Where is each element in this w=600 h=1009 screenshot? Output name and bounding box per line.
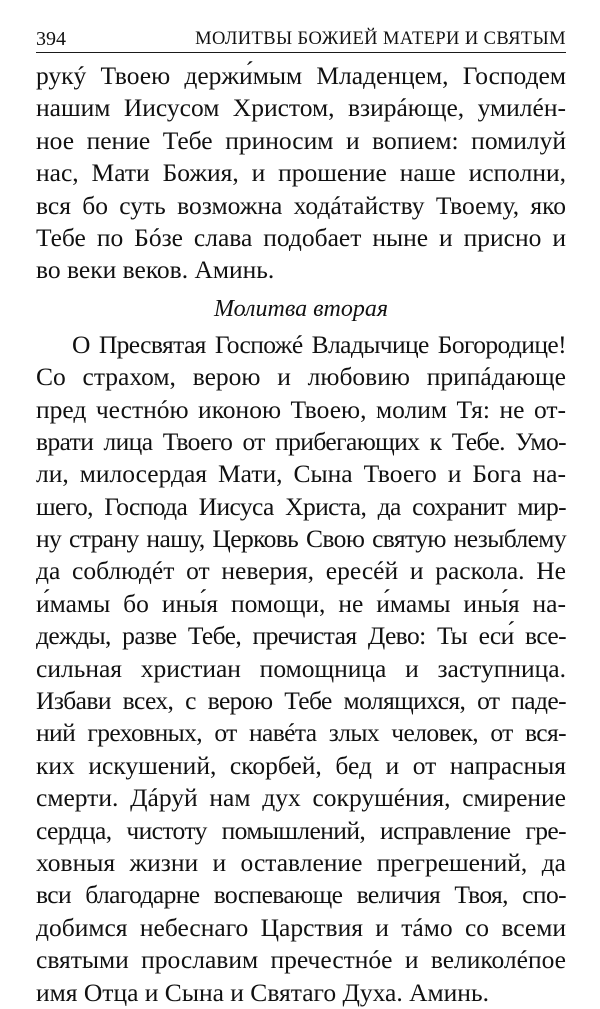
prayer-second-paragraph	[36, 329, 566, 1009]
text-line: сердца, чистоту помышлений, исправление гре-	[36, 815, 566, 845]
text-line: ких искушений, скорбей, бед и от напрасныя	[36, 750, 566, 780]
text-line: дежды, разве Тебе, пречистая Дево: Ты еси́ все-	[36, 621, 566, 651]
section-heading: Молитва вторая	[213, 295, 388, 322]
text-line: ное пение Тебе приносим и вопием: помилуй	[36, 125, 566, 155]
page-number: 394	[36, 28, 66, 50]
text-line: О Пресвятая Госпожé Владычице Богородице!	[72, 329, 566, 359]
text-line: Избави всех, с верою Тебе молящихся, от паде-	[36, 686, 566, 716]
text-line: сильная христиан помощница и заступница.	[36, 653, 566, 683]
text-line: рукý Твоею держи́мым Младенцем, Господем	[36, 61, 566, 90]
text-line: нашим Иисусом Христом, взирáюще, умилéн-	[36, 93, 566, 123]
text-line: имя Отца и Сына и Святаго Духа. Аминь.	[36, 977, 489, 1007]
text-line: ли, милосердая Мати, Сына Твоего и Бога на-	[36, 459, 566, 489]
text-line: Со страхом, верою и любовию припáдающе	[36, 362, 566, 392]
running-title: МОЛИТВЫ БОЖИЕЙ МАТЕРИ И СВЯТЫМ	[195, 29, 566, 49]
page-body	[36, 60, 566, 1009]
page-header	[36, 22, 566, 53]
text-line: вся бо суть возможна ходáтайству Твоему, яко	[36, 190, 566, 220]
text-line: во веки веков. Аминь.	[36, 255, 275, 285]
text-line: нас, Мати Божия, и прошение наше исполни,	[36, 158, 566, 188]
text-line: смерти. Дáруй нам дух сокрушéния, смирение	[36, 783, 566, 813]
text-line: ховныя жизни и оставление прегрешений, да	[36, 847, 566, 877]
text-line: вси благодарне воспевающе величия Твоя, спо-	[36, 880, 566, 910]
text-line: шего, Господа Иисуса Христа, да сохранит мир-	[36, 491, 566, 521]
text-line: да соблюдéт от неверия, ересéй и раскола. Не	[36, 556, 566, 586]
text-line: святыми прославим пречестнóе и великолéпое	[36, 945, 566, 975]
text-line: врати лица Твоего от прибегающих к Тебе. Умо-	[36, 426, 566, 456]
text-line: добимся небеснаго Царствия и тáмо со всеми	[36, 912, 566, 942]
prayer-continuation-paragraph	[36, 60, 566, 287]
text-line: ну страну нашу, Церковь Свою святую незыблему	[36, 524, 566, 554]
text-line: ний греховных, от навéта злых человек, от вся-	[36, 718, 566, 748]
text-line: и́мамы бо ины́я помощи, не и́мамы ины́я на-	[36, 588, 566, 618]
text-line: Тебе по Бóзе слава подобает ныне и присно и	[36, 222, 566, 252]
text-line: пред честнóю иконою Твоею, молим Тя: не от-	[36, 394, 566, 424]
